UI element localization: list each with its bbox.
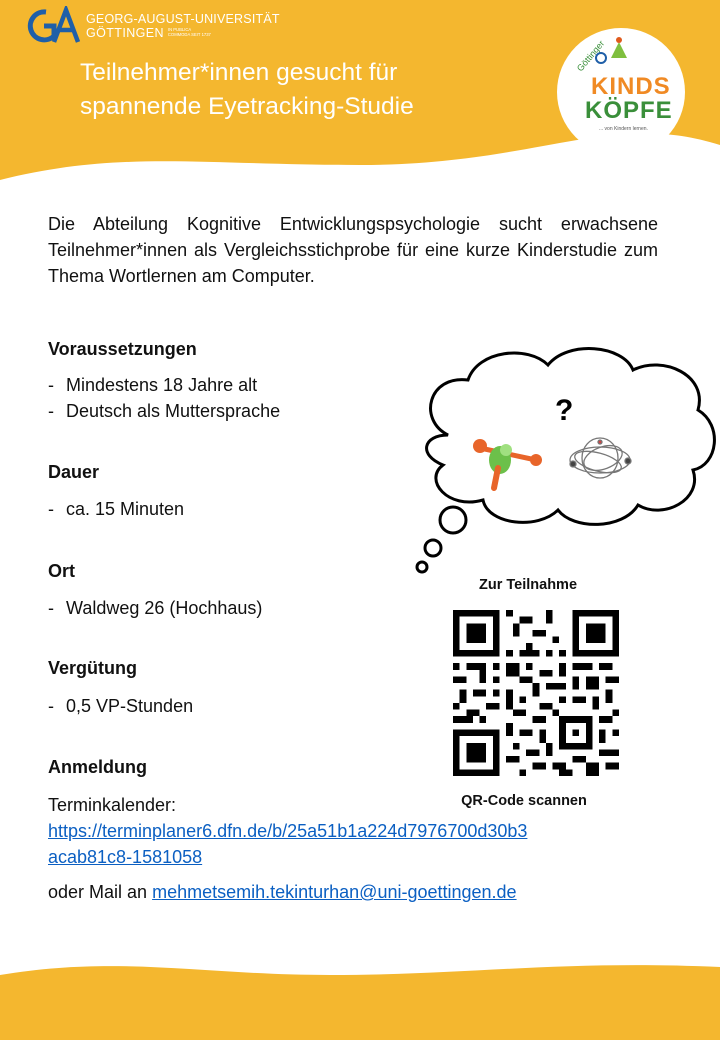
location-item: - Waldweg 26 (Hochhaus): [48, 598, 263, 618]
mail-prefix: oder Mail an: [48, 882, 148, 902]
calendar-label: Terminkalender:: [48, 795, 177, 815]
mail-line: [48, 879, 517, 905]
requirement-text: Deutsch als Muttersprache: [66, 401, 281, 421]
location-heading: Ort: [48, 561, 75, 581]
thought-dot-small: [417, 562, 427, 572]
mail-link[interactable]: mehmetsemih.tekinturhan@uni-goettingen.de: [152, 882, 517, 902]
ga-logo-icon: [24, 6, 82, 46]
headline-line-2: spannende Eyetracking-Studie: [80, 93, 414, 120]
headline-line-1: Teilnehmer*innen gesucht für: [80, 59, 398, 86]
registration-heading: Anmeldung: [48, 757, 147, 777]
kindskoepfe-line-2: KÖPFE: [585, 97, 673, 124]
location-text: Waldweg 26 (Hochhaus): [66, 598, 263, 618]
intro-paragraph: Die Abteilung Kognitive Entwicklungspsychologie sucht erwachsene Teilnehmer*innen als Vergleichsstichprobe für eine kurze Kinderstudie zum Thema Wortlernen am Computer.: [48, 214, 658, 286]
requirements-heading: Voraussetzungen: [48, 339, 197, 359]
qr-caption-top: Zur Teilnahme: [478, 577, 578, 593]
question-mark: ?: [555, 394, 574, 427]
kindskoepfe-logo: [557, 28, 685, 156]
kindskoepfe-emblem: [557, 28, 685, 156]
kindskoepfe-tagline: ... von Kindern lernen.: [599, 126, 648, 132]
compensation-heading: Vergütung: [48, 658, 137, 678]
qr-code[interactable]: [453, 610, 619, 776]
compensation-text: 0,5 VP-Stunden: [66, 696, 194, 716]
thought-dot-large: [440, 507, 466, 533]
university-motto: IN PUBLICA COMMODA SEIT 1737: [167, 27, 211, 37]
compensation-item: - 0,5 VP-Stunden: [48, 696, 194, 716]
calendar-link-line-2[interactable]: acab81c8-1581058: [48, 847, 203, 867]
thought-bubble: [408, 340, 720, 580]
party-hat-icon: [611, 42, 627, 58]
kindskoepfe-prefix: Göttinger: [574, 38, 607, 74]
duration-heading: Dauer: [48, 462, 100, 482]
qr-caption-bottom: QR-Code scannen: [461, 793, 587, 809]
university-city: GÖTTINGEN: [86, 26, 164, 40]
requirement-item: - Mindestens 18 Jahre alt: [48, 375, 258, 395]
university-name: GEORG-AUGUST-UNIVERSITÄT: [86, 12, 280, 26]
requirement-text: Mindestens 18 Jahre alt: [66, 375, 258, 395]
duration-item: - ca. 15 Minuten: [48, 499, 185, 519]
kid-head-icon: [596, 53, 606, 63]
page-title: [80, 56, 414, 124]
duration-text: ca. 15 Minuten: [66, 499, 185, 519]
university-logo: [24, 6, 280, 46]
footer-wave: [0, 935, 720, 1040]
kindskoepfe-line-1: KINDS: [591, 73, 671, 100]
thought-dot-medium: [425, 540, 441, 556]
calendar-link[interactable]: [48, 818, 527, 870]
requirement-item: - Deutsch als Muttersprache: [48, 401, 281, 421]
calendar-link-line-1[interactable]: https://terminplaner6.dfn.de/b/25a51b1a224d7976700d30b3: [48, 821, 528, 841]
